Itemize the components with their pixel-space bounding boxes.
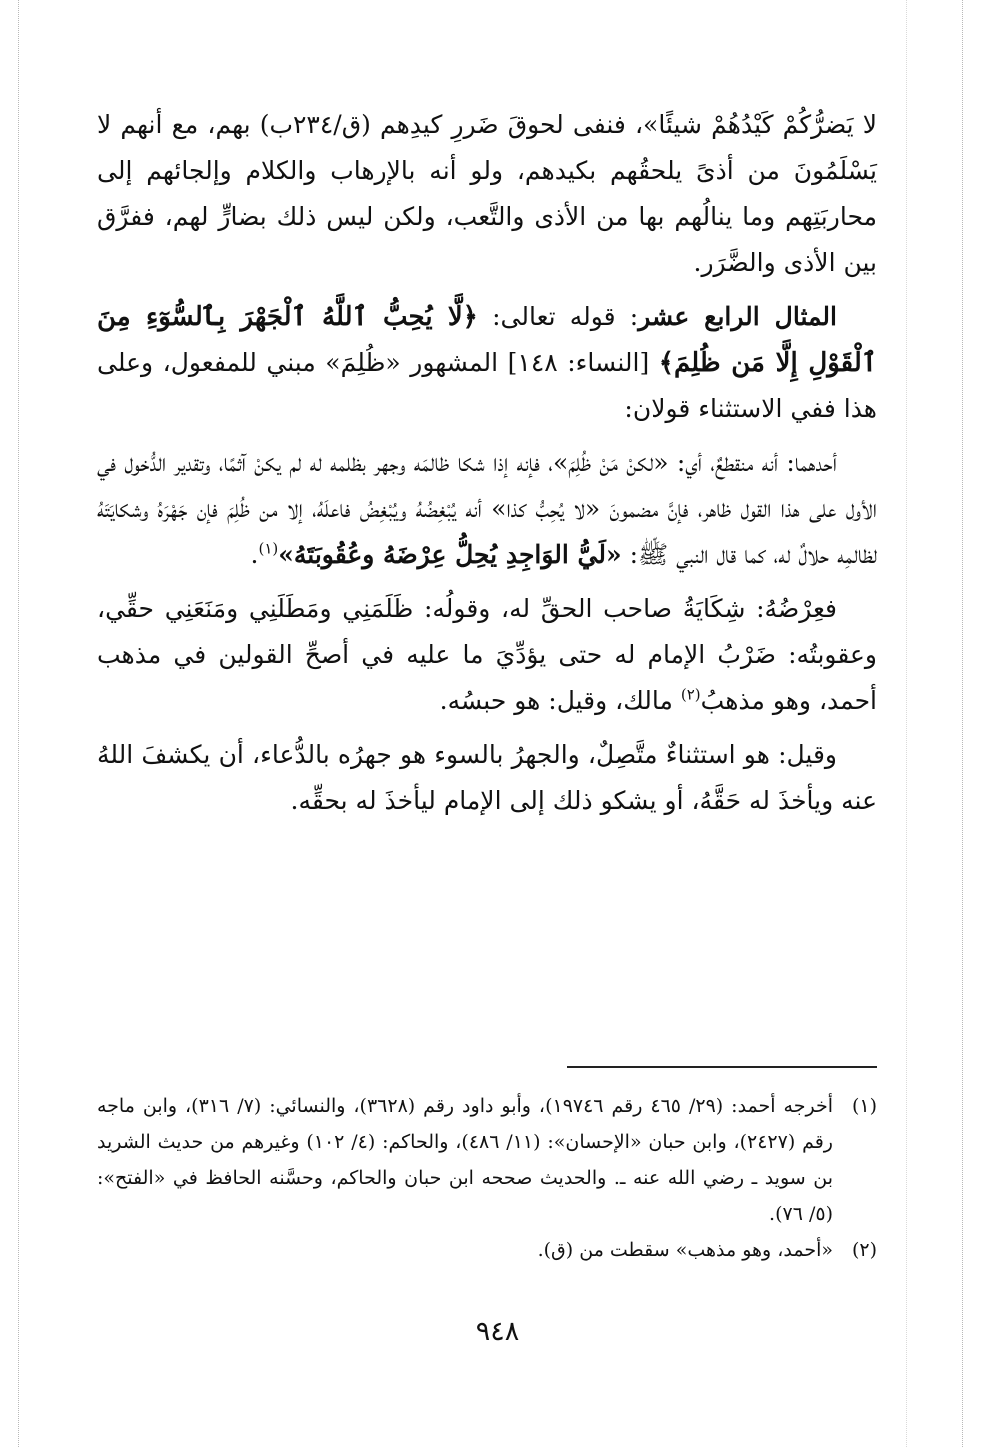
text-run: . (250, 540, 259, 569)
footnote (97, 1088, 877, 1232)
footnote-number: (١) (851, 1095, 877, 1117)
footnote (97, 1232, 877, 1268)
paragraph (97, 586, 877, 724)
paragraph (97, 102, 877, 286)
footnote-marker: (٢) (680, 685, 701, 704)
main-text (97, 102, 877, 824)
footnote-text: أخرجه أحمد: (٢٩/ ٤٦٥ رقم ١٩٧٤٦)، وأبو داود رقم (٣٦٢٨)، والنسائي: (٧/ ٣١٦)، وابن ماجه رقم (٢٤٢٧)، وابن حبان «الإحسان»: (١١/ ٤٨٦)، والحاكم: (٤/ ١٠٢) وغيرهم من حديث الشريد بن سويد ـ رضي الله عنه ـ. والحديث صححه ابن حبان والحاكم، وحسَّنه الحافظ في «الفتح»: (٥/ ٧٦). (97, 1095, 833, 1225)
footnote-text: «أحمد، وهو مذهب» سقطت من (ق). (537, 1239, 833, 1261)
bold-text: المثال الرابع عشر (638, 302, 837, 331)
footnote-number: (٢) (851, 1239, 877, 1261)
text-run: فعِرْضُهُ: شِكَايَةُ صاحب الحقِّ له، وقولُه: ظَلَمَنِي ومَطَلَنِي ومَنَعَنِي حقِّي، وعقوبتُه: ضَرْبُ الإمام له حتى يؤدِّيَ ما عليه في أصحِّ القولين في مذهب أحمد، وهو مذهبُ (97, 594, 877, 715)
footnotes (97, 1088, 877, 1268)
page-edge-line-right (962, 0, 963, 1447)
bold-text: «لَيُّ الوَاجِدِ يُحِلُّ عِرْضَهُ وعُقُوبَتَهُ» (278, 540, 622, 569)
page-number: ٩٤٨ (475, 1316, 520, 1347)
paragraph (97, 294, 877, 432)
text-run: : قوله تعالى: (477, 302, 639, 331)
text-run: وقيل: هو استثناءٌ متَّصِلٌ، والجهرُ بالسوء هو جهرُه بالدُّعاء، أن يكشفَ اللهُ عنه ويأخذَ له حَقَّهُ، أو يشكو ذلك إلى الإمام ليأخذَ له بحقِّه. (97, 740, 877, 815)
text-run: أحدهما: أنه منقطعٌ، أي: «لكنْ مَنْ ظُلِمَ»، فإنه إذا شكا ظالمَه وجهر بظلمه له لم يكنْ آثمًا، وتقدير الدُّخول في الأول على هذا القول ظاهر، فإنَّ مضمونَ «لا يُحِبُّ كذا» أنه يُبْغِضُهُ ويُبْغِضُ فاعلَهُ، إلا من ظُلِمَ فإن جَهْرَهُ وشكايَتَهُ لظالمِه حلالٌ له، كما قال النبي ﷺ: (97, 448, 877, 569)
footnote-separator (567, 1066, 877, 1068)
text-run: مالك، وقيل: هو حبسُه. (439, 686, 681, 715)
page-edge-line-left (18, 0, 19, 1447)
paragraph (97, 440, 877, 578)
page-edge-line-inner (906, 0, 907, 1447)
text-run: [النساء: ١٤٨] المشهور «ظُلِمَ» مبني للمفعول، وعلى هذا ففي الاستثناء قولان: (97, 348, 877, 423)
quran-verse: ﴿لَّا يُحِبُّ ٱللَّهُ ٱلْجَهْرَ بِٱلسُّوٓءِ مِنَ ٱلْقَوْلِ إِلَّا مَن ظُلِمَ﴾ (97, 302, 877, 378)
text-run: لا يَضرُّكُمْ كَيْدُهُمْ شيئًا»، فنفى لحوقَ ضَررِ كيدِهم (ق/٢٣٤ب) بهم، مع أنهم لا يَسْلَمُونَ من أذىً يلحقُهم بكيدهم، ولو أنه بالإرهاب والكلام وإلجائهم إلى محاربَتِهم وما ينالُهم بها من الأذى والتَّعب، ولكن ليس ذلك بضارٍّ لهم، ففرَّق بين الأذى والضَّرَر. (97, 110, 877, 277)
paragraph (97, 732, 877, 824)
footnote-marker: (١) (258, 539, 279, 558)
